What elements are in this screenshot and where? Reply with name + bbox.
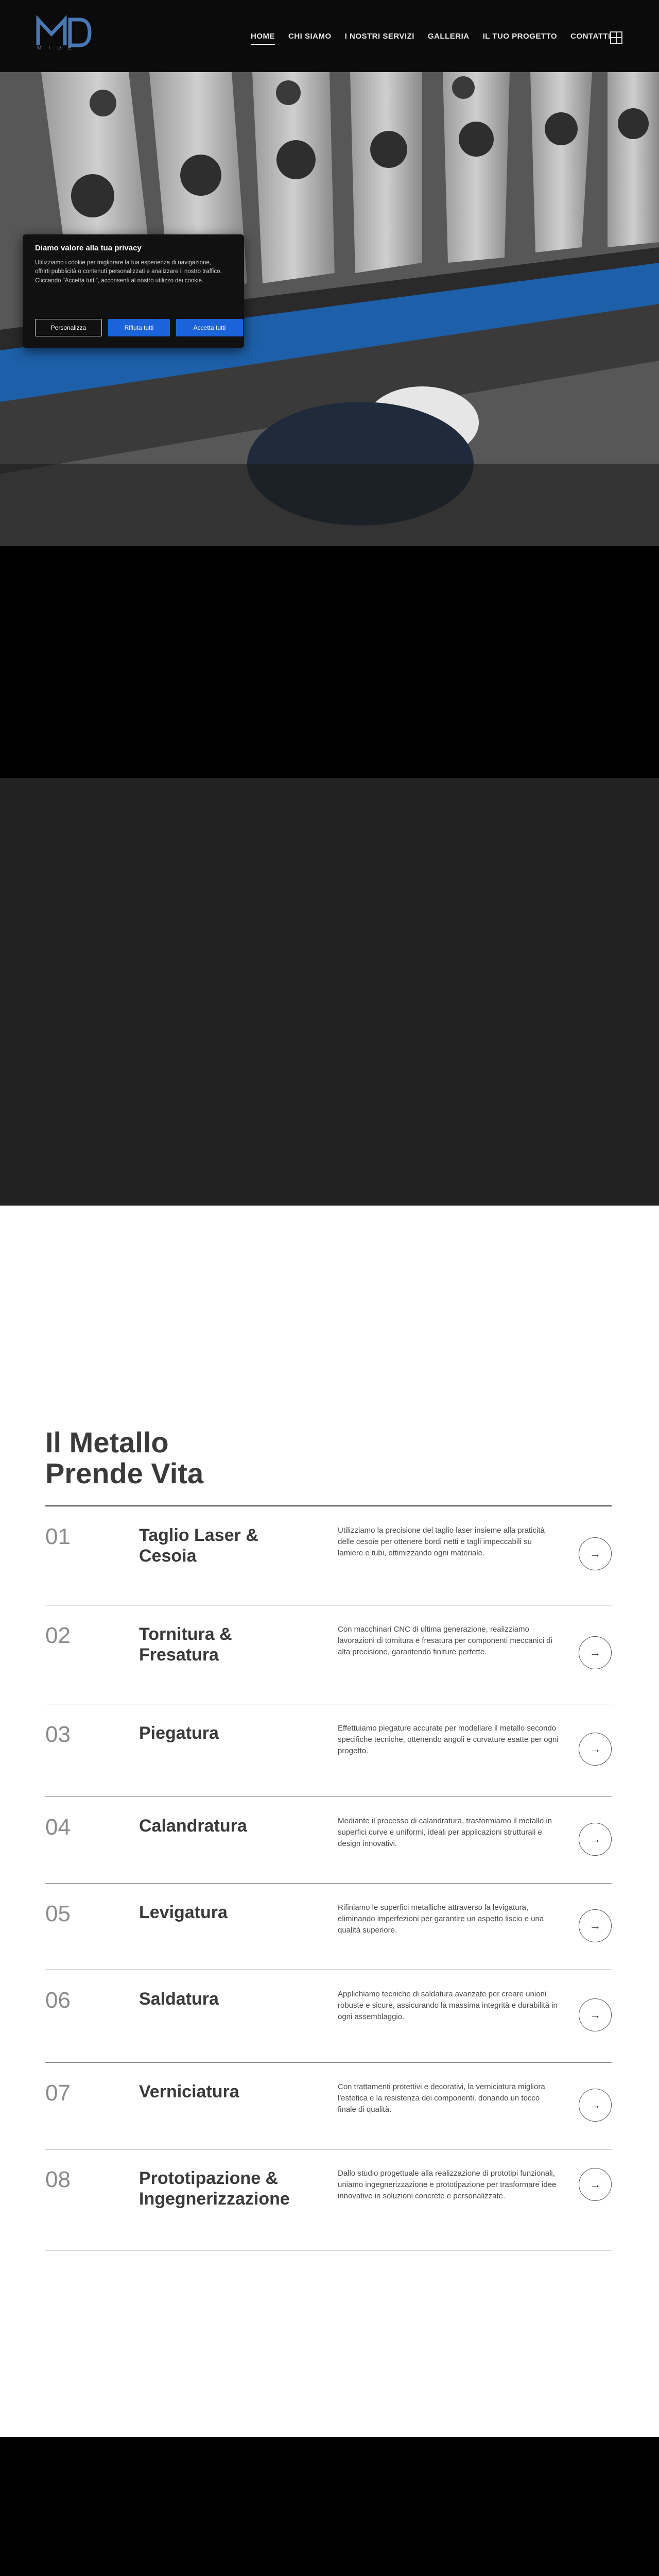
services-section [0,1206,659,2437]
service-row[interactable] [45,1605,612,1704]
service-name: Piegatura [139,1723,219,1743]
service-name: Taglio Laser & Cesoia [139,1526,258,1566]
brand-logo-sub: MIDE [37,45,79,51]
nav-galleria[interactable]: GALLERIA [427,32,470,41]
service-description: Utilizziamo la precisione del taglio laser insieme alla praticità delle cesoie per ottenere bordi netti e tagli impeccabili su lamiere e tubi, ottimizzando ogni materiale. [338,1526,545,1557]
cookie-accept-button[interactable]: Accetta tutti [176,319,243,336]
service-description: Dallo studio progettuale alla realizzazione di prototipi funzionali, uniamo ingegnerizzazione e prototipazione per trasformare idee innovative in soluzioni concrete e personalizzate. [338,2169,557,2200]
cookie-customize-button[interactable]: Personalizza [35,319,102,336]
menu-grid-icon[interactable] [610,31,623,44]
section-placeholder-black-2 [0,2437,659,2576]
service-row[interactable] [45,2149,612,2250]
service-row[interactable] [45,1884,612,1970]
arrow-right-icon[interactable]: → [579,1636,612,1669]
section-placeholder-dark [0,778,659,1206]
main-nav [251,32,611,45]
site-header [0,0,659,72]
service-description: Effettuiamo piegature accurate per modellare il metallo secondo specifiche tecniche, ottenendo angoli e curvature esatte per ogni progetto. [338,1724,559,1755]
service-name: Verniciatura [139,2082,239,2102]
arrow-right-icon[interactable]: → [579,2089,612,2122]
cookie-actions [35,319,243,336]
service-name: Calandratura [139,1816,247,1836]
service-number: 04 [45,1815,71,1840]
service-row[interactable] [45,1704,612,1797]
cookie-title: Diamo valore alla tua privacy [35,244,142,252]
arrow-right-icon[interactable]: → [579,1909,612,1942]
arrow-right-icon[interactable]: → [579,1998,612,2031]
nav-home[interactable]: HOME [251,32,275,45]
service-number: 01 [45,1524,71,1549]
arrow-right-icon[interactable]: → [579,1733,612,1766]
service-name: Prototipazione & Ingegnerizzazione [139,2168,290,2209]
services-title: Il Metallo Prende Vita [45,1426,204,1489]
nav-progetto[interactable]: IL TUO PROGETTO [482,32,558,41]
cookie-banner [23,234,244,348]
nav-chi-siamo[interactable]: CHI SIAMO [288,32,332,41]
service-description: Con macchinari CNC di ultima generazione, realizziamo lavorazioni di tornitura e fresatura per componenti meccanici di alta precisione, garantendo finiture perfette. [338,1625,552,1656]
service-number: 08 [45,2167,71,2192]
nav-servizi[interactable]: I NOSTRI SERVIZI [344,32,414,41]
service-description: Mediante il processo di calandratura, trasformiamo il metallo in superfici curve e uniformi, ideali per applicazioni strutturali e design innovativi. [338,1817,552,1848]
service-number: 02 [45,1623,71,1648]
service-name: Levigatura [139,1903,228,1922]
service-number: 06 [45,1988,71,2013]
service-row[interactable] [45,1797,612,1884]
service-row[interactable] [45,1970,612,2063]
service-description: Rifiniamo le superfici metalliche attraverso la levigatura, eliminando imperfezioni per garantire un aspetto liscio e una qualità superiore. [338,1903,544,1935]
cookie-text: Utilizziamo i cookie per migliorare la tua esperienza di navigazione, offrirti pubblicità o contenuti personalizzati e analizzare il nostro traffico. Cliccando "Accetta tutti", acconsenti al nostro utilizzo dei cookie. [35,260,222,284]
service-row[interactable] [45,2063,612,2149]
service-number: 05 [45,1901,71,1926]
arrow-right-icon[interactable]: → [579,2168,612,2201]
service-name: Tornitura & Fresatura [139,1624,232,1665]
section-placeholder-black [0,546,659,778]
cookie-reject-button[interactable]: Rifiuta tutti [108,319,170,336]
arrow-right-icon[interactable]: → [579,1823,612,1856]
nav-contatti[interactable]: CONTATTI [570,32,611,41]
service-name: Saldatura [139,1989,219,2009]
service-row[interactable] [45,1506,612,1605]
service-description: Con trattamenti protettivi e decorativi, la verniciatura migliora l'estetica e la resistenza dei componenti, donando un tocco finale di qualità. [338,2082,545,2114]
arrow-right-icon[interactable]: → [579,1537,612,1570]
service-description: Applichiamo tecniche di saldatura avanzate per creare unioni robuste e sicure, assicurando la massima integrità e durabilità in ogni assemblaggio. [338,1990,558,2021]
service-number: 03 [45,1722,71,1747]
service-number: 07 [45,2080,71,2106]
